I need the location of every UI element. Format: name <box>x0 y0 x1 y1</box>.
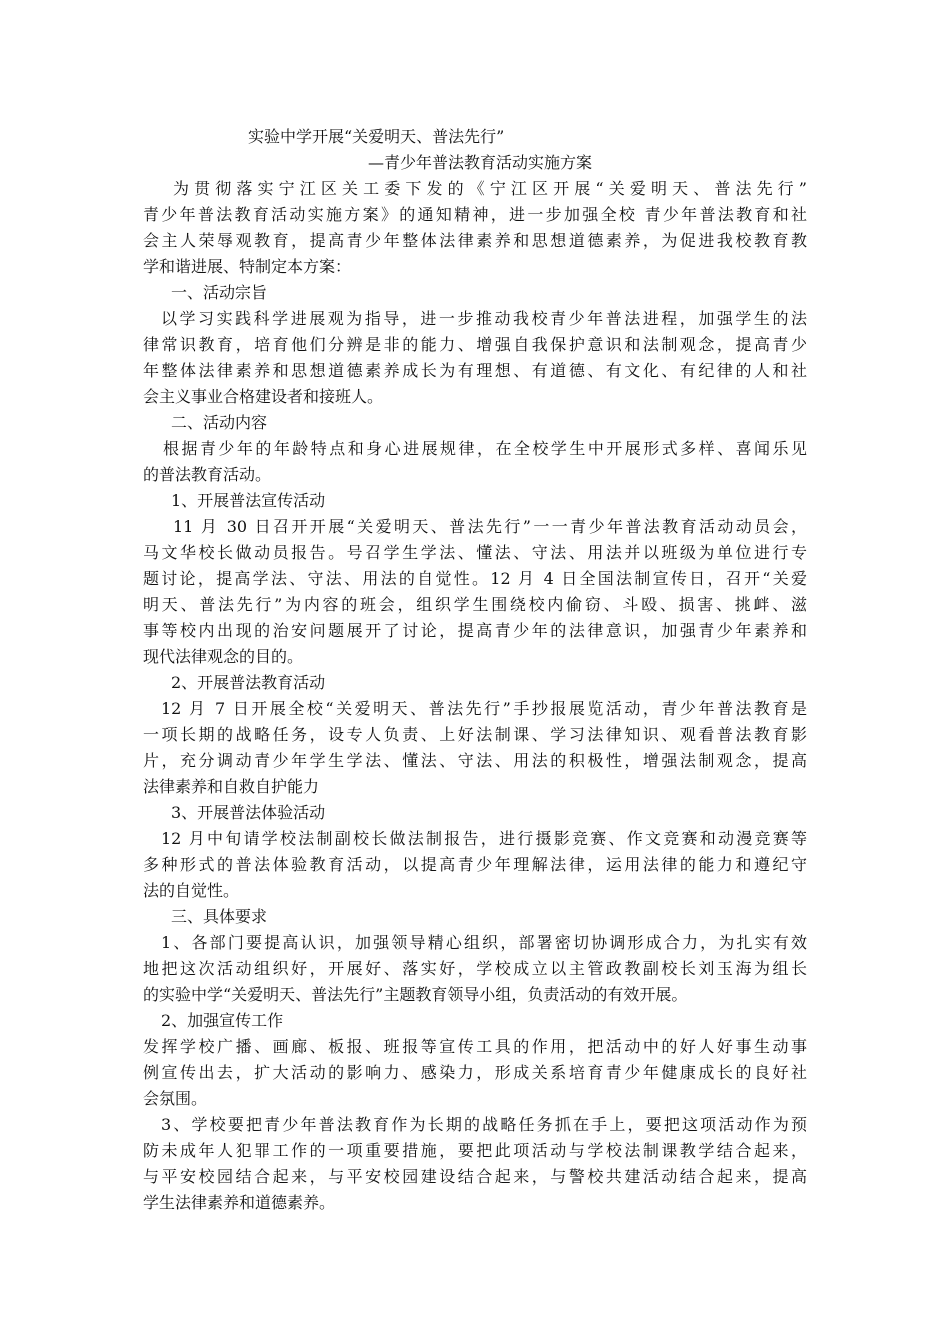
paragraph-line: 12 月中旬请学校法制副校长做法制报告，进行摄影竞赛、作文竞赛和动漫竞赛等 <box>161 829 807 848</box>
paragraph-line: 学生法律素养和道德素养。 <box>143 1193 336 1212</box>
paragraph-line: 发挥学校广播、画廊、板报、班报等宣传工具的作用，把活动中的好人好事生动事 <box>143 1037 807 1056</box>
paragraph-line: 与平安校园结合起来，与平安校园建设结合起来，与警校共建活动结合起来，提高 <box>143 1167 807 1186</box>
section-2-paragraph <box>143 436 807 488</box>
paragraph-line: 马文华校长做动员报告。号召学生学法、懂法、守法、用法并以班级为单位进行专 <box>143 543 807 562</box>
paragraph-line: 题讨论，提高学法、守法、用法的自觉性。12 月 4 日全国法制宣传日，召开“关爱 <box>143 569 807 588</box>
paragraph-line: 会主义事业合格建设者和接班人。 <box>143 387 384 406</box>
requirement-2-paragraph <box>143 1034 807 1112</box>
paragraph-line: 会主人荣辱观教育，提高青少年整体法律素养和思想道德素养，为促进我校教育教 <box>143 231 807 250</box>
paragraph-line: 防未成年人犯罪工作的一项重要措施，要把此项活动与学校法制课教学结合起来， <box>143 1141 807 1160</box>
item-heading: 2、开展普法教育活动 <box>171 673 326 692</box>
document-page <box>143 124 807 1216</box>
section-heading: 二、活动内容 <box>171 413 268 432</box>
paragraph-line: 法的自觉性。 <box>143 881 240 900</box>
paragraph-line: 12 月 7 日开展全校“关爱明天、普法先行”手抄报展览活动，青少年普法教育是 <box>161 699 807 718</box>
paragraph-line: 地把这次活动组织好，开展好、落实好，学校成立以主管政教副校长刘玉海为组长 <box>143 959 807 978</box>
item-heading: 1、开展普法宣传活动 <box>171 491 326 510</box>
document-subtitle: —青少年普法教育活动实施方案 <box>368 153 593 172</box>
paragraph-line: 法律素养和自救自护能力 <box>143 777 320 796</box>
paragraph-line: 的普法教育活动。 <box>143 465 272 484</box>
item-2-paragraph <box>143 696 807 800</box>
paragraph-line: 的实验中学“关爱明天、普法先行”主题教育领导小组，负责活动的有效开展。 <box>143 985 688 1004</box>
paragraph-line: 会氛围。 <box>143 1089 208 1108</box>
paragraph-line: 学和谐进展、特制定本方案： <box>143 257 352 276</box>
paragraph-line: 3、学校要把青少年普法教育作为长期的战略任务抓在手上，要把这项活动作为预 <box>161 1115 807 1134</box>
paragraph-line: 1、各部门要提高认识，加强领导精心组织，部署密切协调形成合力，为扎实有效 <box>161 933 807 952</box>
section-1-paragraph <box>143 306 807 410</box>
paragraph-line: 明天、普法先行”为内容的班会，组织学生围绕校内偷窃、斗殴、损害、挑衅、滋 <box>143 595 807 614</box>
document-title: 实验中学开展“关爱明天、普法先行” <box>248 127 505 146</box>
requirement-3-paragraph <box>143 1112 807 1216</box>
paragraph-line: 事等校内出现的治安问题展开了讨论，提高青少年的法律意识，加强青少年素养和 <box>143 621 807 640</box>
paragraph-line: 根据青少年的年龄特点和身心进展规律，在全校学生中开展形式多样、喜闻乐见 <box>163 439 807 458</box>
paragraph-line: 年整体法律素养和思想道德素养成长为有理想、有道德、有文化、有纪律的人和社 <box>143 361 807 380</box>
paragraph-line: 青少年普法教育活动实施方案》的通知精神，进一步加强全校 青少年普法教育和社 <box>143 205 807 224</box>
item-1-paragraph <box>143 514 807 670</box>
paragraph-line: 为贯彻落实宁江区关工委下发的《宁江区开展“关爱明天、普法先行” <box>173 179 807 198</box>
section-heading: 三、具体要求 <box>171 907 268 926</box>
intro-paragraph <box>143 176 807 280</box>
paragraph-line: 以学习实践科学进展观为指导，进一步推动我校青少年普法进程，加强学生的法 <box>161 309 807 328</box>
requirement-heading: 2、加强宣传工作 <box>161 1011 284 1030</box>
section-heading: 一、活动宗旨 <box>171 283 268 302</box>
paragraph-line: 片，充分调动青少年学生学法、懂法、守法、用法的积极性，增强法制观念，提高 <box>143 751 807 770</box>
paragraph-line: 一项长期的战略任务，设专人负责、上好法制课、学习法律知识、观看普法教育影 <box>143 725 807 744</box>
paragraph-line: 例宣传出去，扩大活动的影响力、感染力，形成关系培育青少年健康成长的良好社 <box>143 1063 807 1082</box>
item-3-paragraph <box>143 826 807 904</box>
paragraph-line: 律常识教育，培育他们分辨是非的能力、增强自我保护意识和法制观念，提高青少 <box>143 335 807 354</box>
paragraph-line: 11 月 30 日召开开展“关爱明天、普法先行”一一青少年普法教育活动动员会， <box>173 517 807 536</box>
item-heading: 3、开展普法体验活动 <box>171 803 326 822</box>
requirement-1-paragraph <box>143 930 807 1008</box>
paragraph-line: 现代法律观念的目的。 <box>143 647 304 666</box>
paragraph-line: 多种形式的普法体验教育活动，以提高青少年理解法律，运用法律的能力和遵纪守 <box>143 855 807 874</box>
